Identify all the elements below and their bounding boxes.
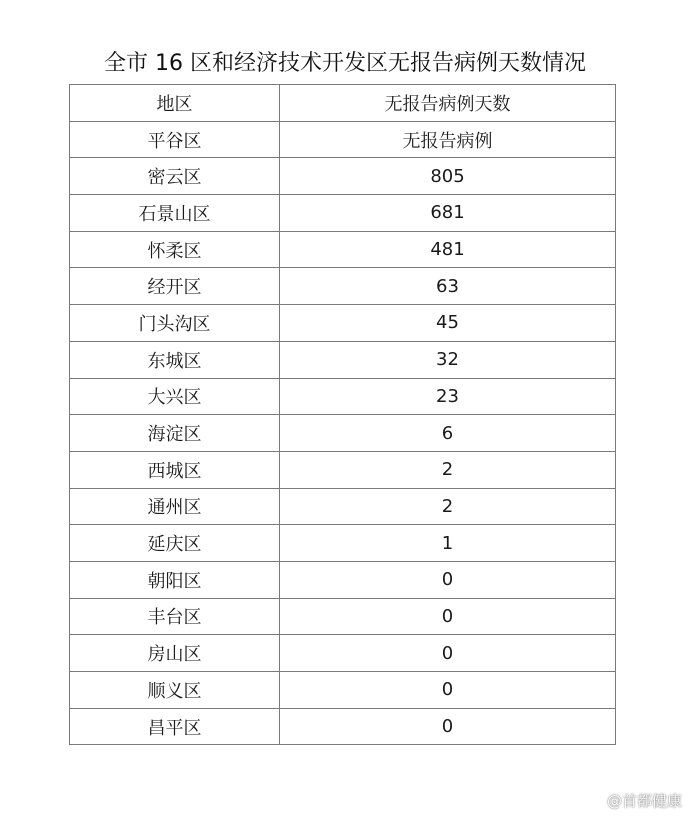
region-cell: 怀柔区 (70, 231, 280, 268)
watermark (577, 790, 682, 811)
region-cell: 石景山区 (70, 195, 280, 232)
days-cell: 23 (280, 378, 616, 415)
days-cell: 0 (280, 672, 616, 709)
region-cell: 朝阳区 (70, 561, 280, 598)
region-cell: 顺义区 (70, 672, 280, 709)
table-row (70, 268, 616, 305)
table-row (70, 561, 616, 598)
table-row (70, 378, 616, 415)
days-cell: 6 (280, 415, 616, 452)
days-cell: 32 (280, 341, 616, 378)
days-cell: 481 (280, 231, 616, 268)
table-body (70, 121, 616, 745)
days-cell: 2 (280, 451, 616, 488)
days-cell: 681 (280, 195, 616, 232)
table-row (70, 598, 616, 635)
table-row (70, 121, 616, 158)
table-row (70, 195, 616, 232)
days-cell: 0 (280, 598, 616, 635)
region-cell: 经开区 (70, 268, 280, 305)
days-cell: 0 (280, 708, 616, 745)
table-row (70, 488, 616, 525)
region-cell: 丰台区 (70, 598, 280, 635)
no-case-days-table (69, 84, 616, 745)
table-row (70, 672, 616, 709)
table-row (70, 635, 616, 672)
region-cell: 房山区 (70, 635, 280, 672)
column-header-region: 地区 (70, 85, 280, 122)
region-cell: 昌平区 (70, 708, 280, 745)
table-row (70, 158, 616, 195)
watermark-text: @首都健康 (606, 792, 682, 810)
region-cell: 平谷区 (70, 121, 280, 158)
region-cell: 密云区 (70, 158, 280, 195)
days-cell: 63 (280, 268, 616, 305)
weibo-icon (577, 791, 603, 811)
days-cell: 2 (280, 488, 616, 525)
page-title: 全市 16 区和经济技术开发区无报告病例天数情况 (104, 51, 586, 76)
days-cell: 无报告病例 (280, 121, 616, 158)
column-header-days: 无报告病例天数 (280, 85, 616, 122)
table-row (70, 415, 616, 452)
days-cell: 45 (280, 305, 616, 342)
region-cell: 东城区 (70, 341, 280, 378)
region-cell: 延庆区 (70, 525, 280, 562)
table-row (70, 525, 616, 562)
table-row (70, 231, 616, 268)
table-row (70, 305, 616, 342)
table-row (70, 708, 616, 745)
days-cell: 1 (280, 525, 616, 562)
region-cell: 西城区 (70, 451, 280, 488)
region-cell: 通州区 (70, 488, 280, 525)
table-row (70, 341, 616, 378)
table-row (70, 451, 616, 488)
region-cell: 海淀区 (70, 415, 280, 452)
days-cell: 805 (280, 158, 616, 195)
region-cell: 大兴区 (70, 378, 280, 415)
days-cell: 0 (280, 561, 616, 598)
table-header-row (70, 85, 616, 122)
days-cell: 0 (280, 635, 616, 672)
region-cell: 门头沟区 (70, 305, 280, 342)
